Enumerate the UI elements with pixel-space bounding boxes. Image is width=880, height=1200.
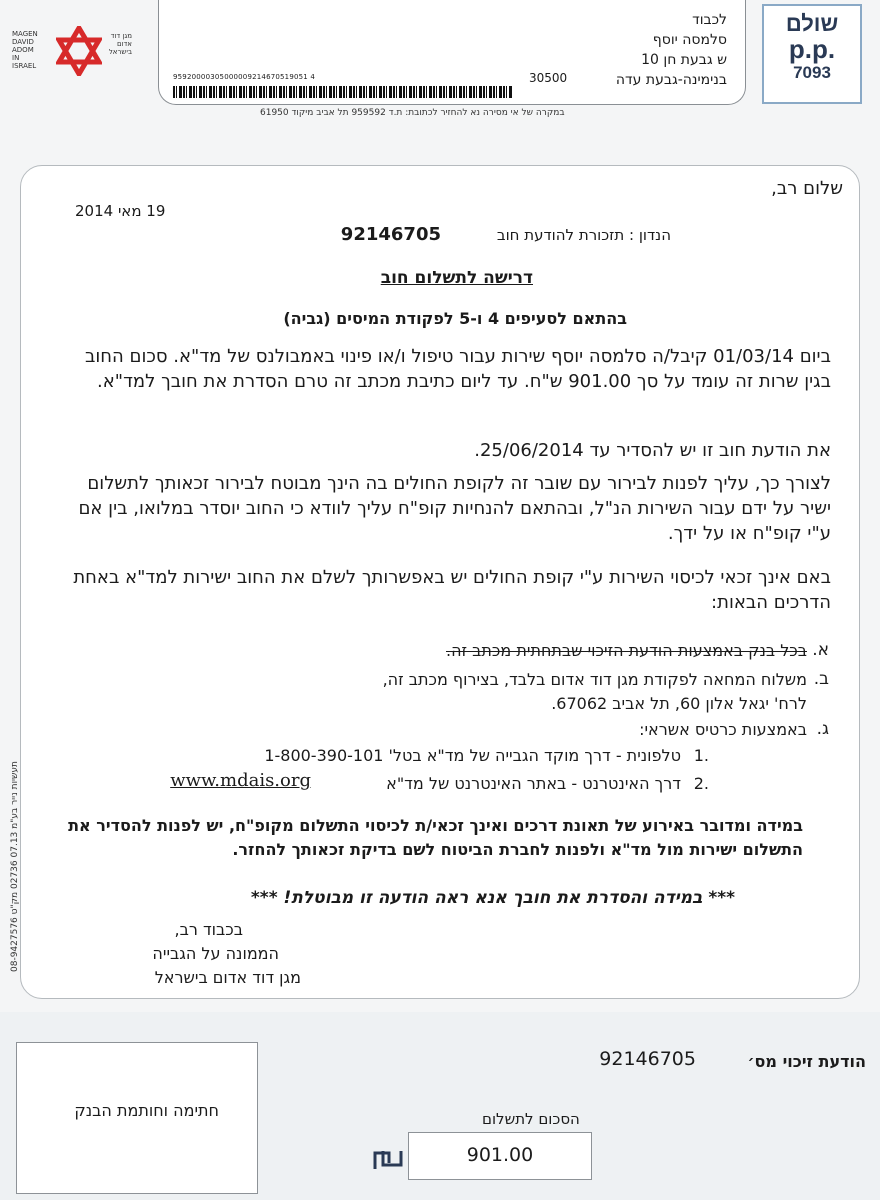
receipt-number: 92146705 bbox=[599, 1048, 696, 1070]
letter-date: 19 מאי 2014 bbox=[75, 202, 166, 220]
amount-value: 901.00 bbox=[466, 1144, 534, 1166]
option-b-address: לרח' יגאל אלון 60, תל אביב 67062. bbox=[551, 694, 807, 713]
recipient-line-1: לכבוד bbox=[692, 12, 727, 28]
option-c2-marker: .2 bbox=[693, 774, 709, 793]
letter-title: דרישה לתשלום חוב bbox=[380, 268, 533, 288]
accident-note: במידה ומדובר באירוע של תאונת דרכים ואינך זכאי/ת לכיסוי התשלום מקופ"ח, יש לפנות להסדיר את התשלום ישירות מול מד"א ולפנות לחברת הביטוח לשם בדיקת זכאותך להחזר. bbox=[68, 816, 803, 859]
cancellation-note: *** במידה והסדרת את חובך אנא ראה הודעה זו מבוטלת! *** bbox=[250, 888, 735, 908]
star-of-david-icon bbox=[56, 26, 102, 76]
signature-title: הממונה על הגבייה bbox=[152, 944, 279, 963]
address-window bbox=[158, 0, 746, 105]
paragraph-payment-options: באם אינך זכאי לכיסוי השירות ע"י קופת החולים יש באפשרותך לשלם את החוב ישירות למד"א באחת הדרכים הבאות: bbox=[73, 567, 831, 613]
barcode-number: 95920000305000009214670519051 4 bbox=[173, 73, 316, 81]
option-b-text: משלוח המחאה לפקודת מגן דוד אדום בלבד, בצירוף מכתב זה, bbox=[382, 670, 807, 689]
signature-org: מגן דוד אדום בישראל bbox=[154, 968, 301, 987]
stamp-paid-label: שולם bbox=[785, 11, 839, 36]
website-link[interactable]: www.mdais.org bbox=[170, 770, 311, 791]
option-c2-text: דרך האינטרנט - באתר האינטרנט של מד"א bbox=[386, 774, 681, 793]
paragraph-hmo: לצורך כך, עליך לפנות לבירור עם שובר זה לקופת החולים בה הינך מבוטח לבירור זכאותך לתשלום ישיר על ידם עבור השירות הנ"ל, ובהתאם להנחיות קופ"ח עליך לוודא כי החוב יוסדר במלואו, בין אם ע"י קופ"ח או על ידך. bbox=[78, 473, 831, 544]
amount-label: הסכום לתשלום bbox=[482, 1110, 580, 1128]
mda-logo bbox=[12, 26, 132, 78]
signature-closing: בכבוד רב, bbox=[174, 920, 243, 939]
bank-signature-label: חתימה וחותמת הבנק bbox=[74, 1101, 219, 1120]
letter-body bbox=[20, 165, 860, 999]
greeting: שלום רב, bbox=[771, 178, 843, 199]
subject-number: 92146705 bbox=[340, 224, 441, 245]
recipient-street: ש גבעת חן 10 bbox=[641, 52, 727, 68]
option-b-marker: ב. bbox=[813, 669, 829, 689]
barcode bbox=[173, 86, 513, 98]
paragraph-service: ביום 01/03/14 קיבל/ה סלמסה יוסף שירות עבור טיפול ו/או פינוי באמבולנס של מד"א. סכום החוב בגין שרות זה עומד על סך 901.00 ש"ח. עד ליום כתיבת מכתב זה טרם הסדרת את חובך למד"א. bbox=[84, 346, 831, 392]
recipient-name: סלמסה יוסף bbox=[652, 32, 727, 48]
logo-text-he: מגן דוד אדום בישראל bbox=[108, 32, 132, 56]
shekel-icon bbox=[372, 1149, 404, 1171]
option-a-marker: א. bbox=[812, 640, 829, 660]
recipient-zip: 30500 bbox=[529, 71, 568, 85]
option-a-text: בכל בנק באמצעות הודעת הזיכוי שבתחתית מכתב זה. bbox=[446, 641, 807, 660]
bank-signature-box bbox=[16, 1042, 258, 1194]
side-print-code-text: 08-9427576 תעשיות נייר בע"מ 07.13 02736 מק"ט bbox=[10, 761, 20, 972]
paragraph-deadline: את הודעת חוב זו יש להסדיר עד 25/06/2014. bbox=[474, 440, 831, 461]
option-c-marker: ג. bbox=[816, 719, 829, 739]
receipt-label: הודעת זיכוי מס׳ bbox=[747, 1052, 866, 1071]
recipient-city: בנימינה-גבעת עדה bbox=[615, 72, 727, 88]
option-c-text: באמצעות כרטיס אשראי: bbox=[639, 720, 807, 739]
stamp-number: 7093 bbox=[793, 63, 831, 82]
return-address-note: במקרה של אי מסירה נא להחזיר לכתובת: ת.ד 959592 תל אביב מיקוד 61950 bbox=[260, 108, 565, 118]
amount-box bbox=[408, 1132, 592, 1180]
recipient-address bbox=[616, 10, 727, 90]
legal-basis: בהתאם לסעיפים 4 ו-5 לפקודת המיסים (גביה) bbox=[283, 309, 627, 328]
logo-text-en: MAGEN DAVID ADOM IN ISRAEL bbox=[12, 30, 38, 70]
stamp-pp-label: p.p. bbox=[788, 34, 836, 64]
side-print-code bbox=[10, 761, 20, 982]
option-c1-marker: .1 bbox=[693, 746, 709, 765]
option-c1-text: טלפונית - דרך מוקד הגבייה של מד"א בטל' 1-800-390-101 bbox=[264, 746, 681, 765]
postage-stamp bbox=[762, 4, 862, 104]
subject-label: הנדון : תזכורת להודעת חוב bbox=[496, 226, 671, 244]
